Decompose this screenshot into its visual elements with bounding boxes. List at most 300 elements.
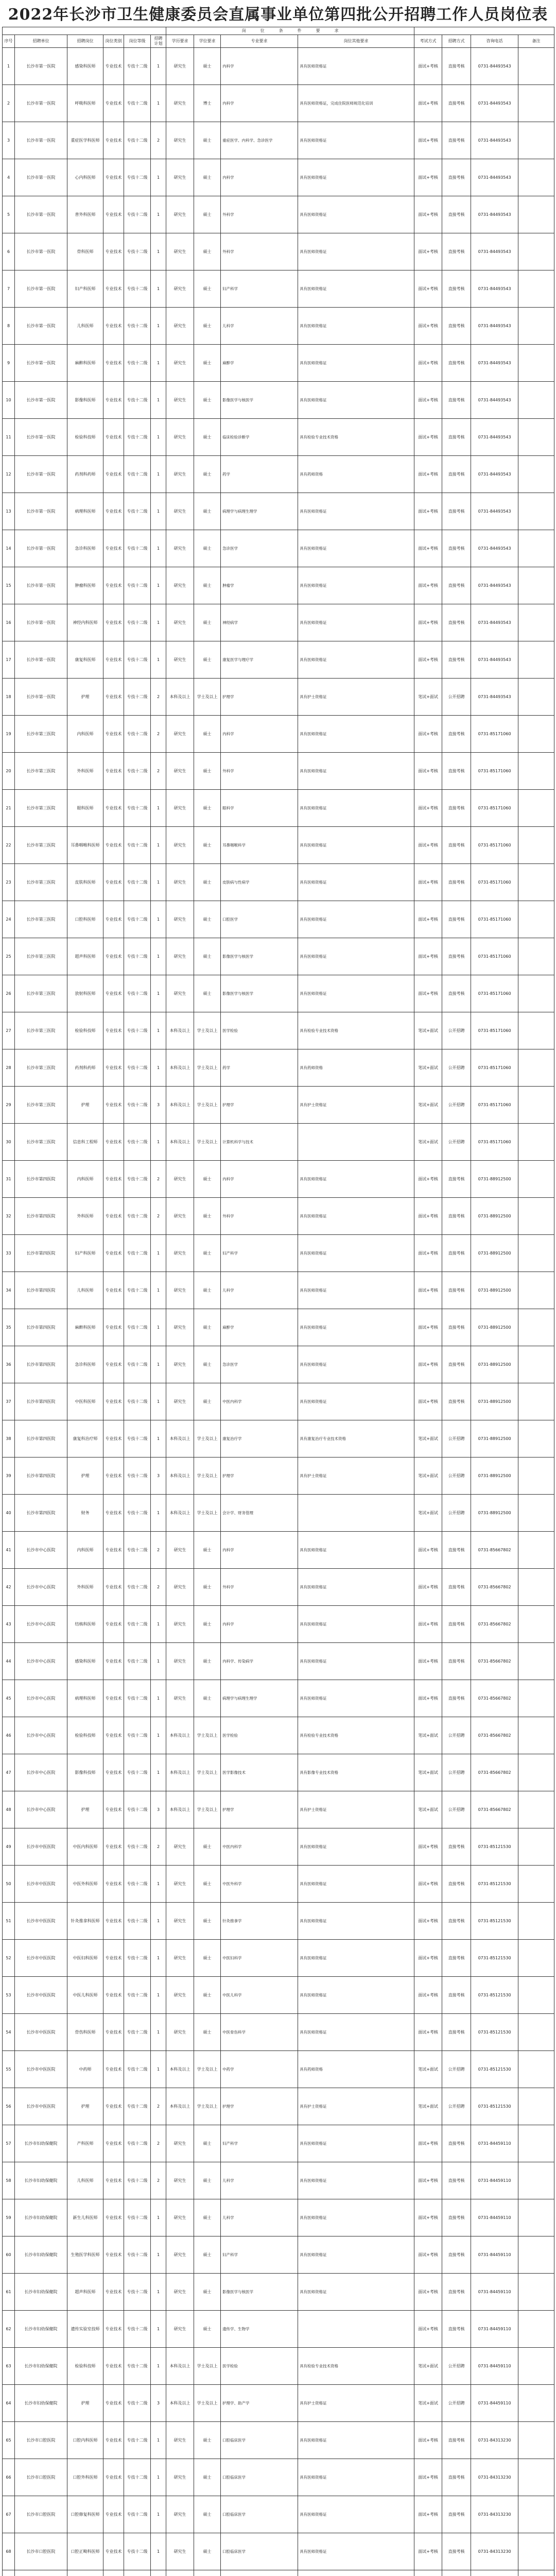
table-cell: 超声科医师 — [67, 938, 103, 975]
table-cell: 硕士 — [194, 48, 221, 85]
table-row — [3, 1458, 554, 1495]
table-cell: 直接考核 — [442, 308, 471, 345]
table-cell — [518, 233, 554, 270]
table-cell: 具有医师资格证 — [298, 1161, 414, 1198]
table-cell: 0731-88912500 — [471, 1161, 518, 1198]
table-cell: 0731-85171060 — [471, 790, 518, 827]
table-cell: 笔试+面试 — [414, 1012, 442, 1049]
table-cell: 本科及以上 — [166, 1458, 194, 1495]
table-cell: 1 — [151, 790, 166, 827]
table-cell: 0731-88912500 — [471, 1458, 518, 1495]
table-cell: 内科学 — [221, 48, 298, 85]
table-cell: 专业技术 — [103, 1420, 124, 1458]
table-cell: 专业技术 — [103, 2496, 124, 2533]
table-cell: 研究生 — [166, 1235, 194, 1272]
table-cell: 专技十二级 — [124, 604, 151, 641]
table-row — [3, 827, 554, 864]
table-cell: 长沙市中医医院 — [15, 1903, 67, 1940]
table-cell: 25 — [3, 938, 15, 975]
table-cell — [518, 85, 554, 122]
table-cell: 36 — [3, 1346, 15, 1383]
table-cell: 公开招聘 — [442, 1495, 471, 1532]
table-cell: 2 — [151, 716, 166, 753]
table-cell: 具有护士资格证 — [298, 1087, 414, 1124]
table-cell: 专技十二级 — [124, 1866, 151, 1903]
table-cell: 直接考核 — [442, 901, 471, 938]
table-row — [3, 1012, 554, 1049]
header-group-label — [166, 27, 414, 35]
table-cell: 硕士 — [194, 567, 221, 604]
table-cell: 专技十二级 — [124, 1049, 151, 1087]
table-cell: 63 — [3, 2348, 15, 2385]
table-cell: 硕士 — [194, 1643, 221, 1680]
table-row — [3, 1754, 554, 1791]
table-cell — [518, 2311, 554, 2348]
table-cell: 1 — [151, 2311, 166, 2348]
table-cell: 直接考核 — [442, 159, 471, 196]
table-cell: 40 — [3, 1495, 15, 1532]
table-cell: 骨科医师 — [67, 233, 103, 270]
table-cell: 1 — [151, 864, 166, 901]
table-cell: 口腔临床医学 — [221, 2422, 298, 2459]
table-cell: 专业技术 — [103, 196, 124, 233]
table-cell: 针灸推拿学 — [221, 1903, 298, 1940]
table-cell: 直接考核 — [442, 1569, 471, 1606]
table-cell: 47 — [3, 1754, 15, 1791]
table-row — [3, 308, 554, 345]
table-cell: 直接考核 — [442, 790, 471, 827]
table-cell: 面试+考核 — [414, 85, 442, 122]
table-cell: 具有检验专业技术资格 — [298, 1717, 414, 1754]
table-cell — [518, 2199, 554, 2236]
table-row — [3, 2162, 554, 2199]
table-cell: 专业技术 — [103, 1532, 124, 1569]
table-cell: 具有影像专业技术资格 — [298, 1754, 414, 1791]
column-header: 招聘计划 — [151, 35, 166, 48]
table-cell: 神经病学 — [221, 604, 298, 641]
table-cell: 0731-88912500 — [471, 1346, 518, 1383]
table-cell: 研究生 — [166, 2162, 194, 2199]
table-cell: 结核科医师 — [67, 1606, 103, 1643]
table-cell: 长沙市第一医院 — [15, 419, 67, 456]
table-cell: 0731-85121530 — [471, 1903, 518, 1940]
table-cell: 65 — [3, 2422, 15, 2459]
table-cell: 具有医师资格证 — [298, 753, 414, 790]
table-cell: 护理 — [67, 2088, 103, 2125]
table-cell: 感染科医师 — [67, 48, 103, 85]
table-cell: 硕士 — [194, 233, 221, 270]
table-cell: 专技十二级 — [124, 1791, 151, 1828]
table-cell: 直接考核 — [442, 1346, 471, 1383]
table-cell: 研究生 — [166, 196, 194, 233]
table-cell — [518, 2014, 554, 2051]
table-cell: 具有药师资格 — [298, 456, 414, 493]
table-cell: 面试+考核 — [414, 827, 442, 864]
table-cell: 12 — [3, 456, 15, 493]
table-cell: 0731-84493543 — [471, 493, 518, 530]
table-cell — [414, 2570, 442, 2576]
table-cell: 面试+考核 — [414, 1866, 442, 1903]
table-cell: 口腔医学 — [221, 901, 298, 938]
table-row — [3, 2422, 554, 2459]
table-cell — [518, 2274, 554, 2311]
table-cell: 1 — [151, 2236, 166, 2274]
table-cell: 笔试+面试 — [414, 1124, 442, 1161]
table-cell: 0731-84493543 — [471, 567, 518, 604]
table-row — [3, 2236, 554, 2274]
table-cell: 专技十二级 — [124, 1161, 151, 1198]
table-cell: 28 — [3, 1049, 15, 1087]
table-cell: 研究生 — [166, 1606, 194, 1643]
table-cell: 具有医师资格证 — [298, 1532, 414, 1569]
table-row — [3, 1569, 554, 1606]
table-cell: 儿科学 — [221, 1272, 298, 1309]
table-cell: 专业技术 — [103, 753, 124, 790]
table-cell: 研究生 — [166, 2422, 194, 2459]
table-cell: 专技十二级 — [124, 2533, 151, 2570]
table-cell: 具有检验专业技术资格 — [298, 1012, 414, 1049]
table-cell: 0731-85171060 — [471, 716, 518, 753]
table-cell: 专技十二级 — [124, 233, 151, 270]
table-cell: 放射科医师 — [67, 975, 103, 1012]
table-cell: 研究生 — [166, 1680, 194, 1717]
table-cell: 1 — [151, 2051, 166, 2088]
table-cell: 67 — [3, 2496, 15, 2533]
column-header: 学历要求 — [166, 35, 194, 48]
table-cell — [298, 1124, 414, 1161]
table-cell — [518, 938, 554, 975]
table-cell: 硕士 — [194, 901, 221, 938]
table-cell: 2 — [3, 85, 15, 122]
table-cell: 长沙市中心医院 — [15, 1532, 67, 1569]
table-row — [3, 196, 554, 233]
table-cell: 长沙市中医医院 — [15, 1866, 67, 1903]
table-cell: 研究生 — [166, 2014, 194, 2051]
table-cell: 学士及以上 — [194, 1754, 221, 1791]
table-cell: 0731-84459110 — [471, 2236, 518, 2274]
table-cell: 专技十二级 — [124, 679, 151, 716]
table-cell: 研究生 — [166, 1346, 194, 1383]
table-cell: 0731-84459110 — [471, 2125, 518, 2162]
table-cell: 0731-88912500 — [471, 1495, 518, 1532]
table-cell: 0731-85171060 — [471, 1012, 518, 1049]
table-cell: 直接考核 — [442, 2459, 471, 2496]
table-cell: 中医儿科学 — [221, 1977, 298, 2014]
table-cell: 产科医师 — [67, 2125, 103, 2162]
table-cell: 学士及以上 — [194, 1791, 221, 1828]
table-cell: 1 — [151, 2459, 166, 2496]
table-cell: 本科及以上 — [166, 1420, 194, 1458]
table-cell — [518, 2125, 554, 2162]
table-cell — [518, 1606, 554, 1643]
table-cell: 护理 — [67, 1087, 103, 1124]
table-cell: 硕士 — [194, 2199, 221, 2236]
table-cell: 0731-85171060 — [471, 901, 518, 938]
table-cell: 直接考核 — [442, 419, 471, 456]
table-cell: 具有医师资格证 — [298, 716, 414, 753]
table-cell: 公开招聘 — [442, 2051, 471, 2088]
table-cell — [518, 270, 554, 308]
table-cell — [518, 419, 554, 456]
table-cell: 研究生 — [166, 530, 194, 567]
table-cell: 52 — [3, 1940, 15, 1977]
table-row — [3, 2348, 554, 2385]
table-cell: 0731-84493543 — [471, 345, 518, 382]
table-cell: 专业技术 — [103, 2051, 124, 2088]
table-cell — [298, 2311, 414, 2348]
table-cell — [518, 308, 554, 345]
table-cell: 具有医师资格证 — [298, 308, 414, 345]
table-cell: 具有医师资格证 — [298, 901, 414, 938]
table-cell: 1 — [151, 641, 166, 679]
table-cell: 专业技术 — [103, 233, 124, 270]
table-cell: 39 — [3, 1458, 15, 1495]
table-cell: 1 — [151, 1235, 166, 1272]
table-cell: 0731-88912500 — [471, 1383, 518, 1420]
table-cell: 公开招聘 — [442, 1791, 471, 1828]
table-cell: 硕士 — [194, 864, 221, 901]
table-cell: 长沙市中心医院 — [15, 1754, 67, 1791]
table-cell: 学士及以上 — [194, 1717, 221, 1754]
table-cell: 护理学 — [221, 1791, 298, 1828]
table-cell: 专技十二级 — [124, 1940, 151, 1977]
table-cell: 研究生 — [166, 827, 194, 864]
table-cell: 直接考核 — [442, 567, 471, 604]
table-cell: 口腔临床医学 — [221, 2496, 298, 2533]
table-row — [3, 1977, 554, 2014]
table-cell: 1 — [151, 975, 166, 1012]
table-cell: 专技十二级 — [124, 2385, 151, 2422]
table-cell: 具有医师资格证 — [298, 2274, 414, 2311]
table-cell: 笔试+面试 — [414, 1458, 442, 1495]
table-cell: 专业技术 — [103, 308, 124, 345]
table-row — [3, 270, 554, 308]
table-cell: 本科及以上 — [166, 1495, 194, 1532]
table-cell: 长沙市第三医院 — [15, 1124, 67, 1161]
table-cell: 长沙市第四医院 — [15, 1495, 67, 1532]
table-cell: 专技十二级 — [124, 345, 151, 382]
table-cell: 面试+考核 — [414, 1680, 442, 1717]
table-cell: 硕士 — [194, 938, 221, 975]
table-cell: 学士及以上 — [194, 1458, 221, 1495]
table-cell: 研究生 — [166, 2533, 194, 2570]
table-cell: 长沙市妇幼保健院 — [15, 2311, 67, 2348]
table-cell: 1 — [151, 1346, 166, 1383]
table-cell: 口腔内科医师 — [67, 2422, 103, 2459]
table-cell: 计算机科学与技术 — [221, 1124, 298, 1161]
table-cell: 硕士 — [194, 716, 221, 753]
table-cell: 专业技术 — [103, 2125, 124, 2162]
table-cell: 专业技术 — [103, 1012, 124, 1049]
table-cell: 50 — [3, 1866, 15, 1903]
table-cell: 面试+考核 — [414, 159, 442, 196]
table-row — [3, 975, 554, 1012]
table-cell: 硕士 — [194, 1940, 221, 1977]
table-cell: 面试+考核 — [414, 864, 442, 901]
table-cell: 影像科医师 — [67, 382, 103, 419]
table-cell: 0731-84493543 — [471, 48, 518, 85]
table-cell: 专业技术 — [103, 2274, 124, 2311]
table-cell: 妇产科学 — [221, 2125, 298, 2162]
table-cell: 硕士 — [194, 2496, 221, 2533]
table-cell: 急诊医学 — [221, 530, 298, 567]
table-cell: 研究生 — [166, 567, 194, 604]
table-cell: 专业技术 — [103, 1309, 124, 1346]
table-header — [3, 27, 554, 48]
table-cell: 研究生 — [166, 2496, 194, 2533]
table-cell: 8 — [3, 308, 15, 345]
table-cell: 硕士 — [194, 1198, 221, 1235]
table-cell: 面试+考核 — [414, 382, 442, 419]
table-cell: 长沙市妇幼保健院 — [15, 2236, 67, 2274]
table-cell — [518, 1643, 554, 1680]
table-cell: 硕士 — [194, 2162, 221, 2199]
table-cell: 本科及以上 — [166, 679, 194, 716]
table-cell: 硕士 — [194, 1309, 221, 1346]
table-cell — [518, 196, 554, 233]
table-cell: 硕士 — [194, 456, 221, 493]
table-cell: 硕士 — [194, 530, 221, 567]
recruitment-table — [2, 27, 554, 2576]
table-cell — [151, 2570, 166, 2576]
table-cell: 直接考核 — [442, 2496, 471, 2533]
table-cell: 面试+考核 — [414, 530, 442, 567]
table-cell: 研究生 — [166, 122, 194, 159]
table-row — [3, 1606, 554, 1643]
table-cell: 专技十二级 — [124, 567, 151, 604]
table-cell: 学士及以上 — [194, 679, 221, 716]
table-cell: 直接考核 — [442, 493, 471, 530]
table-cell: 硕士 — [194, 159, 221, 196]
table-cell: 专业技术 — [103, 2459, 124, 2496]
table-cell: 41 — [3, 1532, 15, 1569]
table-cell: 直接考核 — [442, 122, 471, 159]
table-cell: 中医内科学 — [221, 1383, 298, 1420]
table-cell: 硕士 — [194, 1569, 221, 1606]
table-cell: 针灸推拿科医师 — [67, 1903, 103, 1940]
table-cell: 公开招聘 — [442, 1124, 471, 1161]
table-cell: 1 — [151, 233, 166, 270]
table-cell: 直接考核 — [442, 1235, 471, 1272]
table-cell: 专业技术 — [103, 419, 124, 456]
table-cell: 研究生 — [166, 1272, 194, 1309]
table-cell: 感染科医师 — [67, 1643, 103, 1680]
table-cell: 公开招聘 — [442, 2348, 471, 2385]
table-cell: 长沙市妇幼保健院 — [15, 2348, 67, 2385]
table-cell: 长沙市第三医院 — [15, 1012, 67, 1049]
table-cell: 眼科学 — [221, 790, 298, 827]
table-cell: 专技十二级 — [124, 938, 151, 975]
table-cell: 专技十二级 — [124, 382, 151, 419]
table-cell: 专技十二级 — [124, 1643, 151, 1680]
table-cell: 面试+考核 — [414, 456, 442, 493]
table-row — [3, 1828, 554, 1866]
table-cell: 学士及以上 — [194, 2088, 221, 2125]
table-row — [3, 1049, 554, 1087]
table-cell: 具有医师资格证 — [298, 48, 414, 85]
table-cell: 妇产科学 — [221, 270, 298, 308]
table-row — [3, 604, 554, 641]
table-row — [3, 864, 554, 901]
table-cell: 专技十二级 — [124, 196, 151, 233]
table-cell — [194, 2570, 221, 2576]
table-cell: 专技十二级 — [124, 2496, 151, 2533]
table-row — [3, 2570, 554, 2576]
table-cell: 护理 — [67, 1791, 103, 1828]
table-cell: 0731-84493543 — [471, 456, 518, 493]
table-row — [3, 2199, 554, 2236]
table-cell: 病理科医师 — [67, 493, 103, 530]
table-cell: 1 — [151, 1680, 166, 1717]
table-row — [3, 1940, 554, 1977]
table-cell: 具有医师资格证 — [298, 2422, 414, 2459]
table-cell: 重症医学、内科学、急诊医学 — [221, 122, 298, 159]
table-cell: 专技十二级 — [124, 1420, 151, 1458]
table-cell: 6 — [3, 233, 15, 270]
table-cell: 面试+考核 — [414, 48, 442, 85]
table-cell: 内科医师 — [67, 1532, 103, 1569]
table-cell: 本科及以上 — [166, 2051, 194, 2088]
table-cell: 专业技术 — [103, 2311, 124, 2348]
table-cell: 1 — [151, 1495, 166, 1532]
table-cell: 外科学 — [221, 233, 298, 270]
table-cell — [518, 48, 554, 85]
table-cell — [518, 2533, 554, 2570]
header-row — [3, 35, 554, 48]
table-cell: 具有医师资格证 — [298, 864, 414, 901]
table-cell: 19 — [3, 716, 15, 753]
table-cell: 医学检验 — [221, 1717, 298, 1754]
table-cell: 硕士 — [194, 2533, 221, 2570]
table-cell: 护理学 — [221, 2088, 298, 2125]
table-cell: 康复科医师 — [67, 641, 103, 679]
table-cell — [518, 604, 554, 641]
table-cell: 口腔临床医学 — [221, 2459, 298, 2496]
table-cell: 专业技术 — [103, 2088, 124, 2125]
table-cell: 0731-85667802 — [471, 1606, 518, 1643]
table-cell — [124, 2570, 151, 2576]
table-cell: 本科及以上 — [166, 2385, 194, 2422]
table-cell: 专技十二级 — [124, 1532, 151, 1569]
table-cell: 1 — [151, 2496, 166, 2533]
table-cell: 外科学 — [221, 196, 298, 233]
table-row — [3, 641, 554, 679]
table-cell: 35 — [3, 1309, 15, 1346]
table-cell: 专技十二级 — [124, 2311, 151, 2348]
table-cell: 中医儿科医师 — [67, 1977, 103, 2014]
table-cell: 面试+考核 — [414, 2274, 442, 2311]
table-cell: 硕士 — [194, 1680, 221, 1717]
table-cell: 公开招聘 — [442, 1087, 471, 1124]
table-cell: 研究生 — [166, 308, 194, 345]
table-cell: 影像医学与核医学 — [221, 2274, 298, 2311]
table-cell: 专业技术 — [103, 1643, 124, 1680]
table-cell: 护理学 — [221, 1087, 298, 1124]
table-cell: 9 — [3, 345, 15, 382]
table-cell: 0731-84493543 — [471, 530, 518, 567]
table-cell: 面试+考核 — [414, 2014, 442, 2051]
table-cell: 44 — [3, 1643, 15, 1680]
table-cell: 影像医学与核医学 — [221, 975, 298, 1012]
table-cell: 0731-85667802 — [471, 1717, 518, 1754]
table-cell: 研究生 — [166, 864, 194, 901]
table-cell: 研究生 — [166, 790, 194, 827]
table-cell — [518, 901, 554, 938]
table-cell: 专业技术 — [103, 641, 124, 679]
header-group-char: 要 — [316, 28, 320, 33]
table-cell: 研究生 — [166, 1643, 194, 1680]
table-cell — [298, 2570, 414, 2576]
